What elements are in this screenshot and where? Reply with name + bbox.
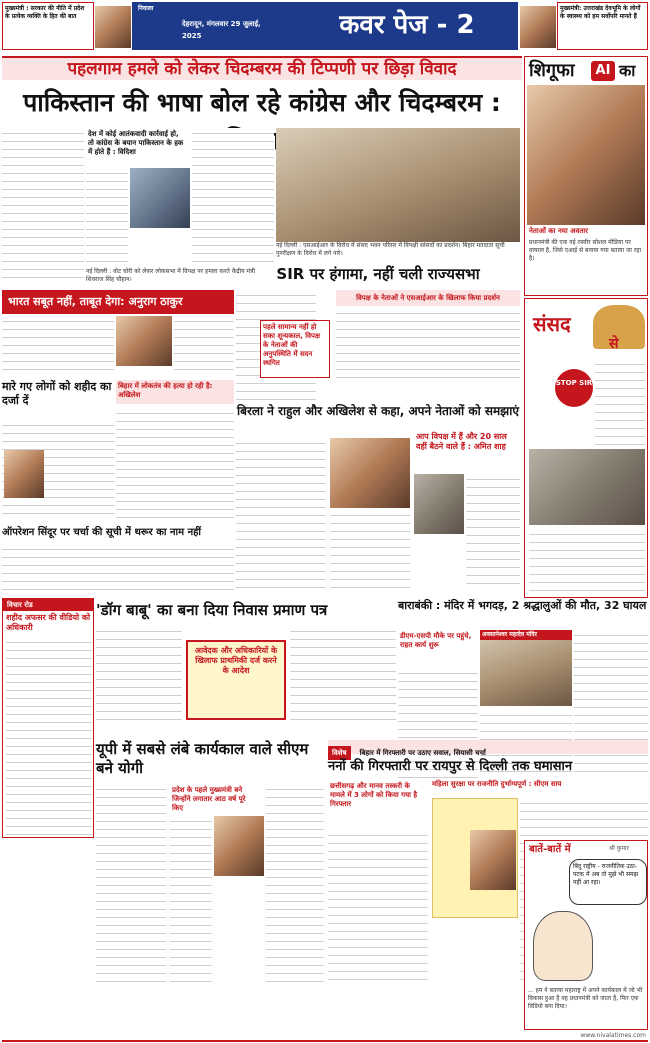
rally-caption: नई दिल्ली : एसआईआर के विरोध में संसद भवन परिसर में विपक्षी सांसदों का प्रदर्शन। बिहार मतदाता सूची पुनरीक्षण के विरोध में लगे नारे। — [276, 242, 505, 257]
lead-photo — [130, 168, 190, 228]
maare-headline: मारे गए लोगों को शहीद का दर्जा दें — [2, 380, 112, 407]
shigufa-photo — [527, 85, 645, 225]
birla-text-2 — [330, 510, 410, 588]
masthead — [132, 2, 518, 50]
cartoon-caption: ... हम ने बताया महाराष्ट्र में अपने कार्यकाल में जो भी विकास हुआ है वह प्रधानमंत्री को जाता है, फिर एक विडियो बना दिया। — [528, 987, 643, 1010]
rally-photo — [276, 128, 520, 242]
lead-text-col-1 — [2, 128, 84, 278]
lead-text-col-3 — [192, 128, 274, 268]
anurag-bar — [2, 290, 234, 314]
cartoon-bubble: बिंदु राष्ट्रीय - राजनीतिक उठा-पटक में अब तो मुझे भी समझ नहीं आ रहा। — [573, 863, 639, 886]
bihar-kicker-text: बिहार में गिरफ्तारी पर उठाए सवाल, सियासी चर्चा — [359, 749, 486, 757]
bihar-quote-a: छत्तीसगढ़ और मानव तस्करी के मामले में 3 लोगों को किया गया है गिरफ्तार — [330, 782, 418, 808]
footer-website: www.nivalatimes.com — [580, 1032, 646, 1039]
bihar-headline: ननों की गिरफ्तारी पर रायपुर से दिल्ली तक घमासान — [328, 759, 573, 774]
bihar-text-1 — [328, 830, 428, 984]
right-teaser-photo — [520, 6, 556, 48]
lead-quote-box — [86, 128, 186, 168]
sindoor-headline: ऑपरेशन सिंदूर पर चर्चा की सूची में थरूर का नाम नहीं — [2, 527, 202, 538]
shah-photo — [414, 474, 464, 534]
anurag-headline: भारत सबूत नहीं, ताबूत देगा: अनुराग ठाकुर — [8, 295, 183, 308]
anurag-text-2 — [174, 316, 234, 376]
cartoon-figure — [533, 911, 593, 981]
cartoon-box — [524, 840, 648, 1030]
maare-kicker: बिहार में लोकतंत्र की हत्या हो रही है: अखिलेश — [118, 382, 213, 399]
dogbabu-box-text: आवेदक और अधिकारियों के खिलाफ प्राथमिकी दर्ज करने के आदेश — [194, 646, 278, 675]
shigufa-suffix: का — [619, 61, 636, 80]
sir-pullquote-box — [260, 320, 330, 378]
sansad-photo — [529, 449, 645, 525]
dogbabu-text-1 — [96, 626, 182, 726]
lead-headline: पाकिस्तान की भाषा बोल रहे कांग्रेस और चिदम्बरम : — [23, 88, 501, 117]
sindoor-text — [2, 544, 234, 594]
sansad-suffix: से — [609, 336, 619, 352]
yogi-text-1 — [96, 784, 166, 984]
vichar-box — [2, 598, 94, 838]
maare-text-2 — [116, 408, 234, 518]
date-line: देहरादून, मंगलवार 29 जुलाई, 2025 — [182, 20, 261, 40]
vichar-title: शहीद अफसर की वीडियो को अधिकारी — [6, 613, 91, 632]
birla-photo — [330, 438, 410, 508]
birla-text-3 — [466, 474, 520, 588]
left-teaser — [2, 2, 94, 50]
birla-quote-box — [414, 430, 520, 470]
maare-kicker-box — [116, 380, 234, 404]
right-teaser-text: मुख्यमंत्री: उत्तराखंड देवभूमि के लोगों के स्वास्थ्य को हम सर्वोपरि मानते हैं — [560, 5, 641, 20]
dogbabu-box — [186, 640, 286, 720]
bihar-kicker-bar — [328, 740, 648, 757]
bihar-photo — [470, 830, 516, 890]
brand: निवाला — [138, 5, 154, 12]
birla-headline: बिरला ने राहुल और अखिलेश से कहा, अपने नेताओं को समझाएं — [237, 404, 519, 418]
footer-rule — [2, 1040, 648, 1042]
sir-pullquote: पहले सामान्य नहीं हो सका शून्यकाल, विपक्ष के नेताओं की अनुपस्थिति में सदन स्थगित — [263, 323, 320, 367]
bihar-quote-a-box — [328, 780, 428, 828]
bihar-quote-b: महिला सुरक्षा पर राजनीति दुर्भाग्यपूर्ण : सीएम साय — [432, 780, 562, 788]
stop-sir-text: STOP SIR — [555, 379, 593, 387]
vichar-tag-text: विचार रोड — [7, 601, 33, 609]
vichar-text — [6, 637, 92, 835]
vichar-tag — [3, 599, 93, 611]
shigufa-box — [524, 56, 648, 296]
page-title: कवर पेज - 2 — [339, 10, 475, 40]
sir-text-2 — [336, 308, 520, 378]
yogi-text-3 — [266, 784, 324, 984]
shigufa-title: शिगूफा — [529, 60, 575, 81]
cartoon-title: बातें-बातें में — [529, 844, 571, 855]
maare-photo — [4, 450, 44, 498]
barabanki-sub: डीएम-एसपी मौके पर पहुंचे, राहत कार्य शुरू — [400, 632, 472, 649]
barabanki-sub-box — [398, 630, 478, 666]
yogi-quote: प्रदेश के पहले मुख्यमंत्री बने जिन्होंने लगातार आठ वर्ष पूरे किए — [172, 786, 246, 812]
right-teaser — [557, 2, 648, 50]
birla-text-1 — [236, 438, 326, 588]
lead-kicker-bar — [2, 56, 522, 80]
yogi-photo — [214, 816, 264, 876]
yogi-text-2 — [170, 816, 212, 984]
lead-kicker: पहलगाम हमले को लेकर चिदम्बरम की टिप्पणी पर छिड़ा विवाद — [67, 59, 457, 79]
yogi-quote-box — [170, 784, 260, 814]
shigufa-caption: नेताओं का नया अवतार — [529, 227, 589, 235]
sir-headline: SIR पर हंगामा, नहीं चली राज्यसभा — [276, 265, 480, 283]
anurag-photo — [116, 316, 172, 366]
lead-quote: देश में कोई आतंकवादी कार्रवाई हो, तो कांग्रेस के बयान पाकिस्तान के हक में होते हैं : विदिशा — [88, 130, 184, 156]
left-teaser-photo — [95, 6, 131, 48]
yogi-headline: यूपी में सबसे लंबे कार्यकाल वाले सीएम बने योगी — [96, 740, 309, 777]
shigufa-ai-badge: AI — [591, 61, 615, 81]
birla-quote: आप विपक्ष में हैं और 20 साल वहीं बैठने वाले हैं : अमित शाह — [416, 432, 507, 451]
sir-pill: विपक्ष के नेताओं ने एसआईआर के खिलाफ किया प्रदर्शन — [356, 294, 500, 302]
sansad-box — [524, 298, 648, 598]
bihar-kicker: विशेष — [328, 746, 351, 760]
shigufa-text: प्रधानमंत्री की एक नई तस्वीर सोशल मीडिया पर वायरल है, जिसे एआई से बनाया गया बताया जा रहा है। — [529, 239, 642, 262]
dogbabu-headline: 'डॉग बाबू' का बना दिया निवास प्रमाण पत्र — [96, 601, 328, 619]
stop-sir-sign — [555, 369, 593, 407]
dogbabu-text-2 — [290, 626, 396, 726]
anurag-text — [2, 316, 114, 376]
lead-text-col-2 — [86, 168, 128, 268]
sansad-text-2 — [529, 529, 645, 595]
cartoon-byline: श्री कुमार — [609, 845, 629, 852]
sansad-title: संसद — [533, 312, 571, 336]
cartoon-bubble-box — [569, 859, 647, 905]
sir-pill-box — [336, 290, 520, 306]
barabanki-photo — [480, 630, 572, 706]
sansad-text-1 — [595, 359, 645, 449]
barabanki-headline: बाराबंकी : मंदिर में भगदड़, 2 श्रद्धालुओं की मौत, 32 घायल — [398, 599, 647, 612]
bihar-quote-b-box — [432, 780, 648, 794]
barabanki-photo-label: अवसानेश्वर महादेव मंदिर — [480, 630, 572, 640]
lead-photo-caption: नई दिल्ली : वोट चोरी को लेकर लोकसभा में विपक्ष पर हमला करते केंद्रीय मंत्री शिवराज सिंह चौहान। — [86, 268, 255, 283]
left-teaser-text: मुख्यमंत्री : सरकार की नीति में प्रदेश के प्रत्येक व्यक्ति के हित की बात — [5, 5, 85, 20]
